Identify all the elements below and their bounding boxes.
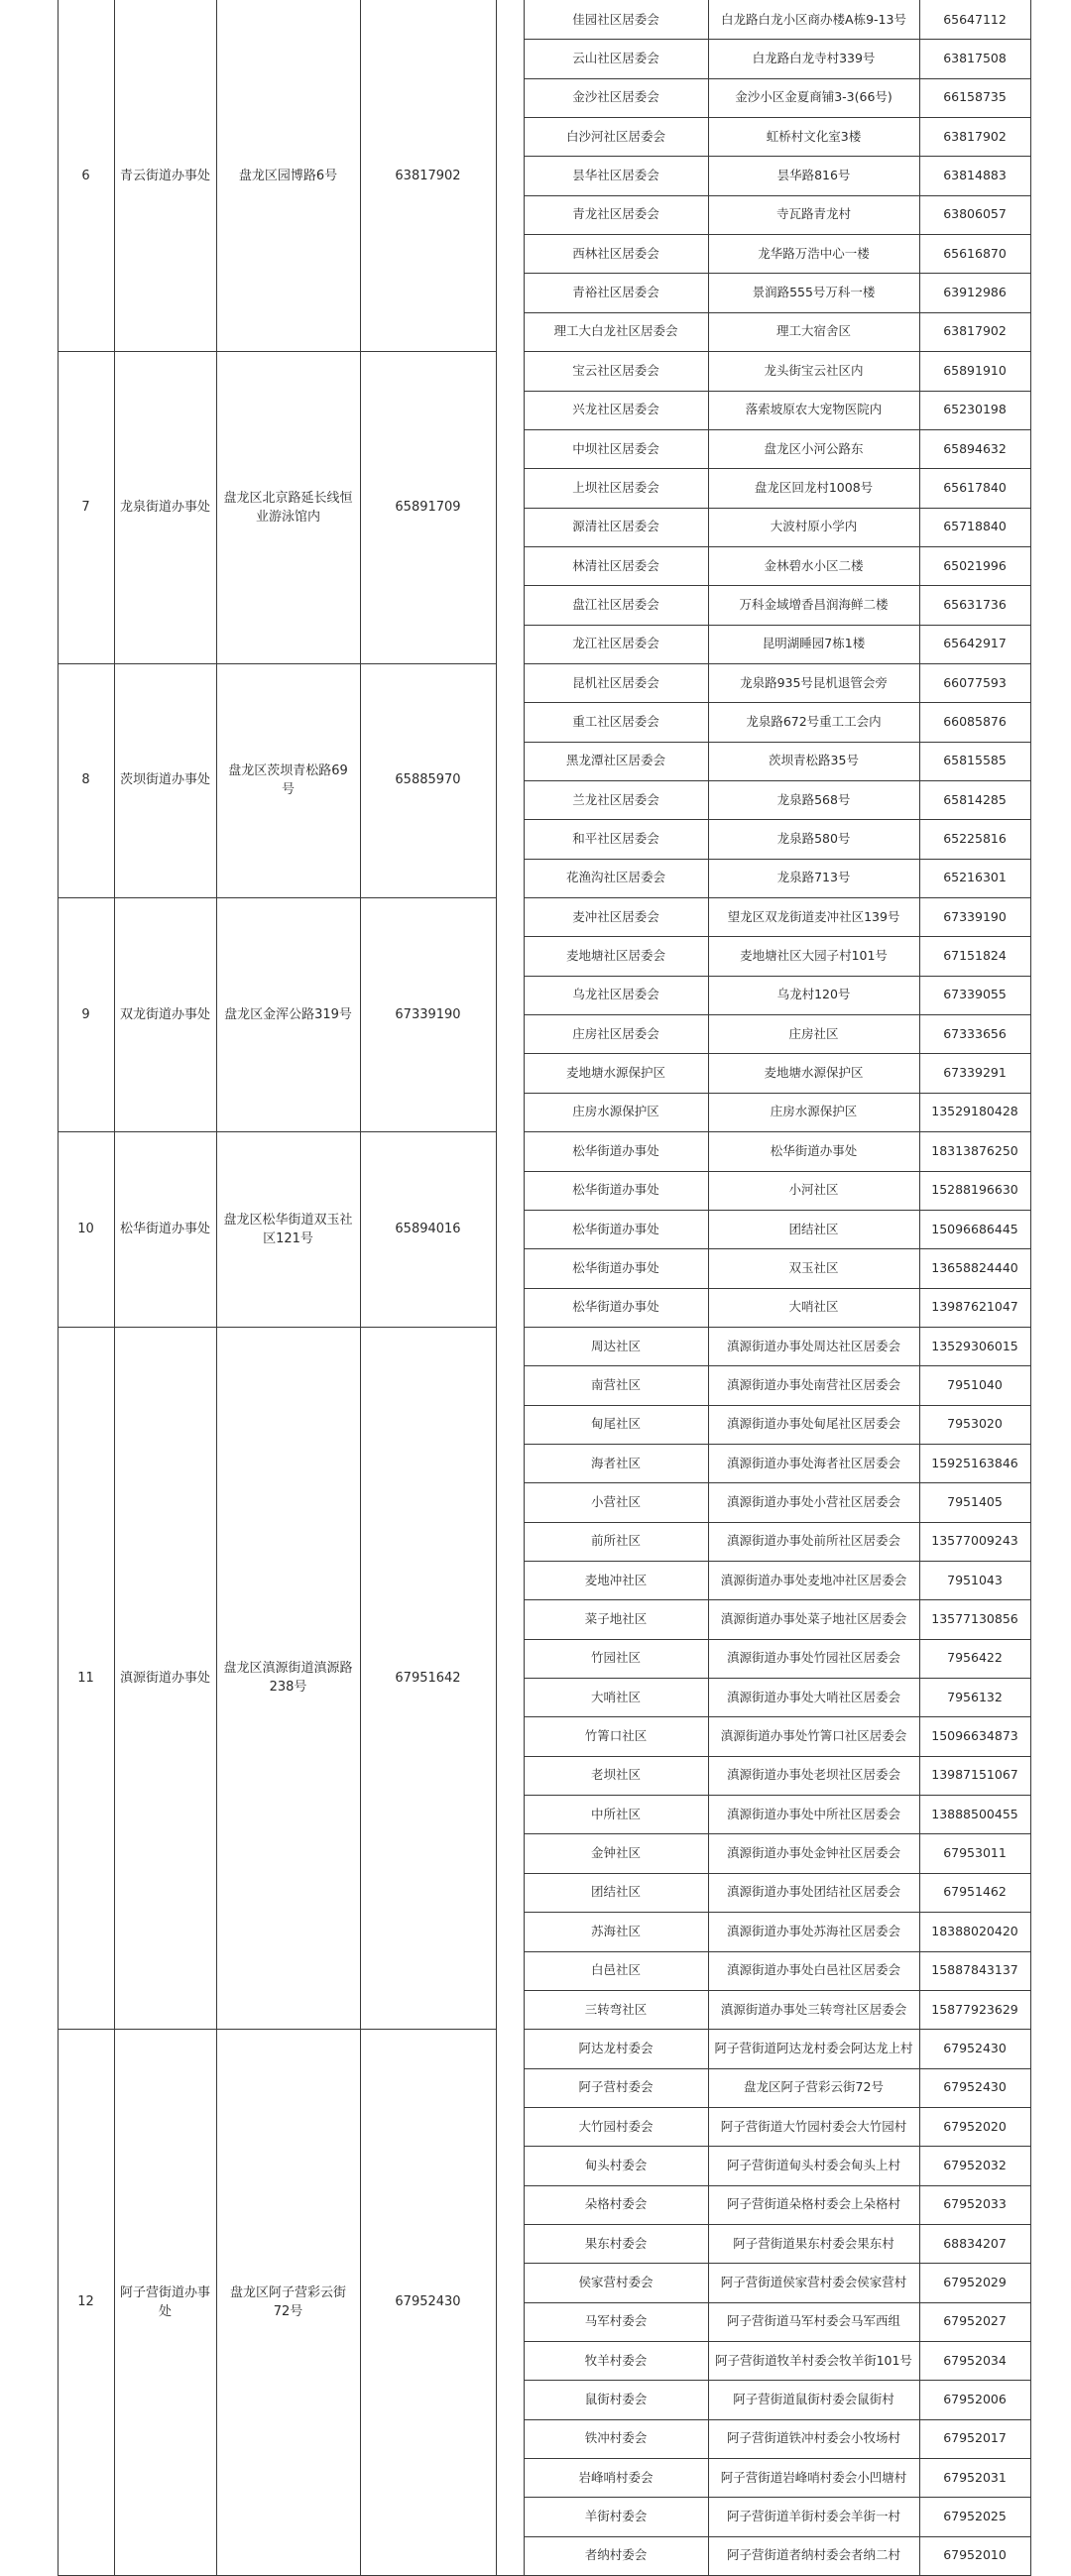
office-phone: 67339190 [395, 1006, 461, 1022]
committee-location: 白龙路白龙小区商办楼A栋9-13号 [721, 11, 906, 27]
committee-location: 茨坝青松路35号 [769, 753, 859, 768]
group-number: 6 [81, 168, 90, 183]
office-address: 盘龙区松华街道双玉社区121号 [223, 1212, 353, 1246]
committee-location: 阿子营街道鼠街村委会鼠街村 [733, 2392, 894, 2407]
committee-name: 宝云社区居委会 [572, 362, 659, 378]
office-phone: 67952430 [395, 2294, 461, 2310]
committee-name: 岩峰哨村委会 [578, 2469, 654, 2485]
committee-location: 龙泉路580号 [776, 831, 851, 847]
committee-phone: 18388020420 [931, 1923, 1018, 1938]
committee-name: 兴龙社区居委会 [572, 402, 659, 417]
office-phone: 63817902 [395, 168, 461, 183]
committee-phone: 7951405 [947, 1493, 1003, 1509]
committee-phone: 63814883 [943, 168, 1007, 183]
committee-phone: 15925163846 [931, 1455, 1018, 1470]
group-number: 9 [81, 1006, 90, 1022]
committee-name: 西林社区居委会 [572, 245, 659, 261]
committee-phone: 13888500455 [931, 1806, 1018, 1821]
committee-name: 中坝社区居委会 [572, 440, 659, 456]
committee-name: 小营社区 [590, 1493, 641, 1509]
committee-name: 老坝社区 [590, 1767, 641, 1783]
committee-phone: 13987621047 [931, 1299, 1018, 1315]
committee-location: 龙泉路672号重工工会内 [746, 713, 882, 729]
committee-location: 阿子营街道侯家营村委会侯家营村 [720, 2274, 907, 2289]
committee-location: 阿子营街道大竹园村委会大竹园村 [720, 2118, 907, 2134]
group-number: 7 [81, 500, 90, 516]
committee-phone: 67952017 [943, 2430, 1007, 2446]
committee-phone: 63817902 [943, 323, 1007, 339]
office-name: 双龙街道办事处 [120, 1006, 211, 1022]
committee-phone: 18313876250 [931, 1142, 1018, 1158]
committee-phone: 67952027 [943, 2313, 1007, 2329]
committee-phone: 13987151067 [931, 1767, 1018, 1783]
committee-location: 万科金域增香昌润海鲜二楼 [739, 596, 889, 612]
committee-name: 鼠街村委会 [584, 2392, 648, 2407]
committee-location: 阿子营街道甸头村委会甸头上村 [726, 2157, 900, 2172]
committee-name: 上坝社区居委会 [572, 479, 659, 495]
committee-phone: 65894632 [943, 440, 1007, 456]
committee-location: 滇源街道办事处三转弯社区居委会 [720, 2001, 907, 2017]
committee-location: 小河社区 [788, 1182, 839, 1198]
committee-name: 理工大白龙社区居委会 [553, 323, 678, 339]
committee-location: 阿子营街道者纳村委会者纳二村 [726, 2547, 900, 2563]
committee-phone: 15096634873 [931, 1728, 1018, 1744]
committee-name: 铁冲村委会 [584, 2430, 648, 2446]
committee-phone: 67952032 [943, 2157, 1007, 2172]
committee-location: 寺瓦路青龙村 [775, 206, 851, 222]
committee-name: 松华街道办事处 [572, 1299, 659, 1315]
office-name: 茨坝街道办事处 [120, 772, 211, 788]
committee-name: 青裕社区居委会 [572, 285, 659, 300]
committee-phone: 67952010 [943, 2547, 1007, 2563]
committee-name: 松华街道办事处 [572, 1182, 659, 1198]
committee-name: 乌龙社区居委会 [572, 987, 659, 1002]
committee-location: 景润路555号万科一楼 [752, 285, 876, 300]
committee-name: 阿子营村委会 [578, 2079, 654, 2095]
committee-phone: 65718840 [943, 519, 1007, 534]
committee-location: 滇源街道办事处金钟社区居委会 [726, 1845, 900, 1861]
office-address: 盘龙区金浑公路319号 [224, 1006, 352, 1022]
group-number: 11 [77, 1670, 94, 1686]
committee-phone: 7956422 [947, 1650, 1003, 1666]
committee-location: 双玉社区 [788, 1259, 839, 1275]
committee-location: 滇源街道办事处白邑社区居委会 [726, 1962, 900, 1978]
committee-phone: 65021996 [943, 557, 1007, 573]
right-col-line [1030, 0, 1031, 2576]
committee-phone: 67952031 [943, 2469, 1007, 2485]
committee-phone: 65225816 [943, 831, 1007, 847]
committee-name: 林清社区居委会 [572, 557, 659, 573]
committee-phone: 13658824440 [931, 1259, 1018, 1275]
committee-name: 佳园社区居委会 [572, 11, 659, 27]
committee-name: 前所社区 [590, 1533, 641, 1549]
committee-phone: 13529306015 [931, 1338, 1018, 1353]
committee-name: 白沙河社区居委会 [565, 128, 665, 144]
committee-location: 望龙区双龙街道麦冲社区139号 [727, 908, 900, 924]
committee-phone: 63817902 [943, 128, 1007, 144]
left-col-line [496, 0, 497, 2576]
committee-name: 大哨社区 [590, 1689, 641, 1704]
committee-location: 麦地塘水源保护区 [764, 1065, 864, 1081]
group-number: 12 [77, 2294, 94, 2310]
committee-name: 云山社区居委会 [572, 51, 659, 66]
committee-phone: 65216301 [943, 870, 1007, 885]
committee-location: 阿子营街道马军村委会马军西组 [726, 2313, 900, 2329]
committee-location: 庄房社区 [788, 1025, 839, 1041]
committee-name: 菜子地社区 [584, 1611, 648, 1627]
office-address: 盘龙区阿子营彩云街72号 [229, 2284, 346, 2319]
district-contact-table [58, 0, 1030, 2563]
committee-name: 牧羊村委会 [584, 2352, 648, 2368]
committee-name: 松华街道办事处 [572, 1259, 659, 1275]
committee-location: 大波村原小学内 [770, 519, 858, 534]
committee-location: 白龙路白龙寺村339号 [752, 51, 876, 66]
committee-name: 麦地冲社区 [584, 1572, 648, 1587]
office-name: 松华街道办事处 [120, 1222, 211, 1237]
committee-name: 重工社区居委会 [572, 713, 659, 729]
committee-location: 龙头街宝云社区内 [764, 362, 864, 378]
committee-location: 滇源街道办事处菜子地社区居委会 [720, 1611, 907, 1627]
office-address: 盘龙区滇源街道滇源路238号 [223, 1661, 353, 1696]
committee-name: 苏海社区 [590, 1923, 641, 1938]
committee-name: 周达社区 [590, 1338, 641, 1353]
committee-name: 白邑社区 [590, 1962, 641, 1978]
committee-location: 理工大宿舍区 [775, 323, 851, 339]
committee-location: 龙泉路935号昆机退管会旁 [740, 674, 888, 690]
committee-phone: 67952430 [943, 2079, 1007, 2095]
committee-location: 落索坡原农大宠物医院内 [745, 402, 883, 417]
committee-phone: 66085876 [943, 713, 1007, 729]
committee-phone: 68834207 [943, 2235, 1007, 2251]
committee-name: 青龙社区居委会 [572, 206, 659, 222]
committee-name: 庄房水源保护区 [572, 1104, 659, 1119]
committee-phone: 67952020 [943, 2118, 1007, 2134]
committee-name: 麦地塘水源保护区 [565, 1065, 665, 1081]
committee-location: 滇源街道办事处中所社区居委会 [726, 1806, 900, 1821]
committee-phone: 7951043 [947, 1572, 1003, 1587]
committee-name: 昙华社区居委会 [572, 168, 659, 183]
committee-phone: 15887843137 [931, 1962, 1018, 1978]
committee-name: 金沙社区居委会 [572, 89, 659, 105]
committee-location: 滇源街道办事处海者社区居委会 [726, 1455, 900, 1470]
committee-location: 滇源街道办事处麦地冲社区居委会 [720, 1572, 907, 1587]
committee-name: 朵格村委会 [584, 2196, 648, 2212]
office-name: 龙泉街道办事处 [120, 500, 211, 516]
committee-phone: 63817508 [943, 51, 1007, 66]
committee-name: 龙江社区居委会 [572, 636, 659, 651]
office-phone: 65891709 [395, 500, 461, 516]
committee-name: 兰龙社区居委会 [572, 791, 659, 807]
committee-phone: 13529180428 [931, 1104, 1018, 1119]
committee-location: 盘龙区阿子营彩云街72号 [744, 2079, 884, 2095]
committee-location: 金林碧水小区二楼 [764, 557, 864, 573]
committee-location: 麦地塘社区大园子村101号 [740, 948, 888, 964]
committee-name: 松华街道办事处 [572, 1221, 659, 1236]
committee-phone: 67952033 [943, 2196, 1007, 2212]
committee-location: 滇源街道办事处小营社区居委会 [726, 1493, 900, 1509]
committee-phone: 65647112 [943, 11, 1007, 27]
committee-name: 甸头村委会 [584, 2157, 648, 2172]
committee-phone: 67952034 [943, 2352, 1007, 2368]
committee-phone: 65230198 [943, 402, 1007, 417]
committee-location: 盘龙区小河公路东 [764, 440, 864, 456]
committee-location: 团结社区 [788, 1221, 839, 1236]
committee-phone: 7956132 [947, 1689, 1003, 1704]
committee-name: 阿达龙村委会 [578, 2040, 654, 2055]
committee-location: 阿子营街道羊街村委会羊街一村 [726, 2509, 900, 2524]
committee-name: 金钟社区 [590, 1845, 641, 1861]
office-name: 青云街道办事处 [120, 168, 211, 183]
committee-phone: 65616870 [943, 245, 1007, 261]
committee-location: 滇源街道办事处甸尾社区居委会 [726, 1416, 900, 1432]
committee-phone: 65815585 [943, 753, 1007, 768]
committee-name: 羊街村委会 [584, 2509, 648, 2524]
committee-name: 松华街道办事处 [572, 1142, 659, 1158]
committee-phone: 15288196630 [931, 1182, 1018, 1198]
committee-location: 松华街道办事处 [770, 1142, 858, 1158]
committee-phone: 66077593 [943, 674, 1007, 690]
committee-location: 龙泉路713号 [776, 870, 851, 885]
committee-location: 滇源街道办事处竹箐口社区居委会 [720, 1728, 907, 1744]
committee-location: 滇源街道办事处老坝社区居委会 [726, 1767, 900, 1783]
committee-phone: 67333656 [943, 1025, 1007, 1041]
office-name: 滇源街道办事处 [120, 1670, 211, 1686]
committee-phone: 65617840 [943, 479, 1007, 495]
committee-location: 滇源街道办事处南营社区居委会 [726, 1376, 900, 1392]
committee-location: 龙华路万浩中心一楼 [758, 245, 870, 261]
committee-location: 昙华路816号 [776, 168, 851, 183]
committee-name: 甸尾社区 [590, 1416, 641, 1432]
office-phone: 65894016 [395, 1222, 461, 1237]
office-address: 盘龙区北京路延长线恒业游泳馆内 [223, 490, 353, 525]
committee-name: 盘江社区居委会 [572, 596, 659, 612]
committee-name: 者纳村委会 [584, 2547, 648, 2563]
committee-phone: 67952430 [943, 2040, 1007, 2055]
committee-name: 源清社区居委会 [572, 519, 659, 534]
committee-phone: 67339190 [943, 908, 1007, 924]
committee-phone: 67952006 [943, 2392, 1007, 2407]
committee-name: 竹园社区 [590, 1650, 641, 1666]
committee-location: 庄房水源保护区 [770, 1104, 858, 1119]
committee-name: 侯家营村委会 [578, 2274, 654, 2289]
committee-location: 昆明湖睡园7栋1楼 [762, 636, 866, 651]
committee-name: 中所社区 [590, 1806, 641, 1821]
committee-phone: 13577009243 [931, 1533, 1018, 1549]
committee-name: 三转弯社区 [584, 2001, 648, 2017]
committee-phone: 15877923629 [931, 2001, 1018, 2017]
committee-name: 花渔沟社区居委会 [565, 870, 665, 885]
committee-location: 滇源街道办事处前所社区居委会 [726, 1533, 900, 1549]
committee-location: 虹桥村文化室3楼 [766, 128, 862, 144]
committee-name: 昆机社区居委会 [572, 674, 659, 690]
group-number: 8 [81, 772, 90, 788]
committee-name: 和平社区居委会 [572, 831, 659, 847]
committee-phone: 65642917 [943, 636, 1007, 651]
committee-phone: 15096686445 [931, 1221, 1018, 1236]
committee-phone: 67151824 [943, 948, 1007, 964]
committee-location: 阿子营街道铁冲村委会小牧场村 [726, 2430, 900, 2446]
committee-location: 阿子营街道牧羊村委会牧羊街101号 [715, 2352, 912, 2368]
committee-name: 黑龙潭社区居委会 [565, 753, 665, 768]
committee-location: 滇源街道办事处竹园社区居委会 [726, 1650, 900, 1666]
committee-location: 乌龙村120号 [776, 987, 851, 1002]
committee-phone: 7953020 [947, 1416, 1003, 1432]
committee-location: 大哨社区 [788, 1299, 839, 1315]
committee-location: 阿子营街道果东村委会果东村 [733, 2235, 894, 2251]
office-phone: 67951642 [395, 1670, 461, 1686]
committee-phone: 65814285 [943, 791, 1007, 807]
committee-location: 龙泉路568号 [776, 791, 851, 807]
committee-location: 金沙小区金夏商铺3-3(66号) [735, 89, 892, 105]
committee-name: 南营社区 [590, 1376, 641, 1392]
committee-phone: 65631736 [943, 596, 1007, 612]
office-phone: 65885970 [395, 772, 461, 788]
office-address: 盘龙区茨坝青松路69号 [228, 762, 348, 797]
committee-location: 滇源街道办事处大哨社区居委会 [726, 1689, 900, 1704]
committee-name: 马军村委会 [584, 2313, 648, 2329]
committee-phone: 63806057 [943, 206, 1007, 222]
committee-phone: 67953011 [943, 1845, 1007, 1861]
committee-name: 大竹园村委会 [578, 2118, 654, 2134]
office-name: 阿子营街道办事处 [120, 2284, 211, 2319]
committee-phone: 67339055 [943, 987, 1007, 1002]
committee-name: 麦地塘社区居委会 [565, 948, 665, 964]
committee-location: 滇源街道办事处周达社区居委会 [726, 1338, 900, 1353]
committee-location: 阿子营街道朵格村委会上朵格村 [726, 2196, 900, 2212]
committee-name: 海者社区 [590, 1455, 641, 1470]
committee-phone: 67952029 [943, 2274, 1007, 2289]
office-address: 盘龙区园博路6号 [238, 168, 338, 183]
group-number: 10 [77, 1222, 94, 1237]
committee-phone: 65891910 [943, 362, 1007, 378]
committee-location: 滇源街道办事处苏海社区居委会 [726, 1923, 900, 1938]
committee-phone: 63912986 [943, 285, 1007, 300]
committee-name: 团结社区 [590, 1884, 641, 1900]
committee-name: 竹箐口社区 [584, 1728, 648, 1744]
committee-name: 庄房社区居委会 [572, 1025, 659, 1041]
committee-phone: 7951040 [947, 1376, 1003, 1392]
committee-phone: 67952025 [943, 2509, 1007, 2524]
committee-phone: 13577130856 [931, 1611, 1018, 1627]
committee-phone: 67339291 [943, 1065, 1007, 1081]
committee-location: 阿子营街道阿达龙村委会阿达龙上村 [714, 2040, 913, 2055]
committee-phone: 66158735 [943, 89, 1007, 105]
committee-location: 滇源街道办事处团结社区居委会 [726, 1884, 900, 1900]
committee-location: 阿子营街道岩峰哨村委会小凹塘村 [720, 2469, 907, 2485]
committee-name: 麦冲社区居委会 [572, 908, 659, 924]
committee-phone: 67951462 [943, 1884, 1007, 1900]
committee-name: 果东村委会 [584, 2235, 648, 2251]
committee-location: 盘龙区回龙村1008号 [754, 479, 874, 495]
